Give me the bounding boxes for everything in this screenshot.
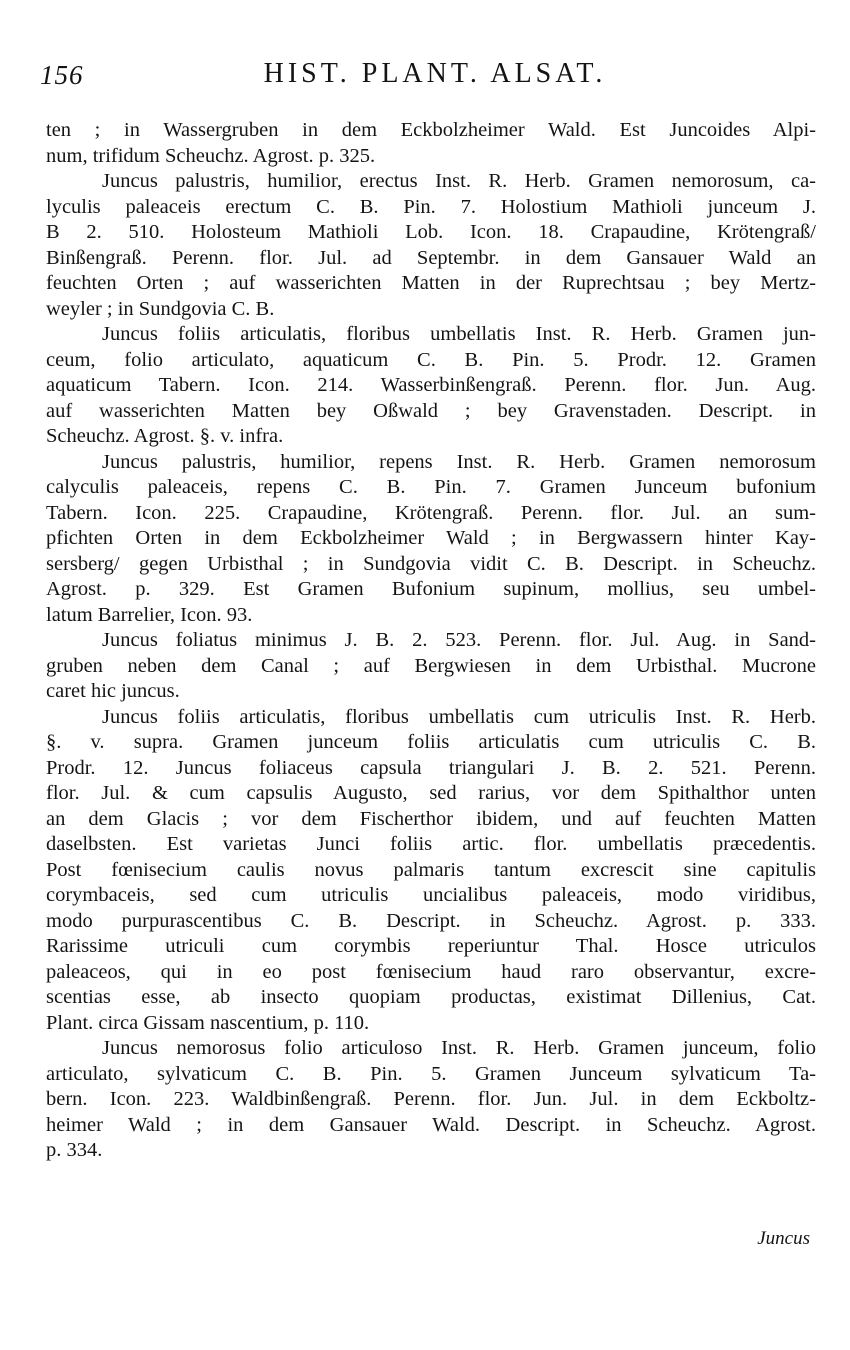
body-text — [46, 118, 816, 1164]
text-line — [46, 730, 816, 756]
text-line — [46, 654, 816, 680]
text-line — [46, 628, 816, 654]
text-line — [46, 603, 816, 629]
text-line-content: feuchten Orten ; auf wasserichten Matten in der Ruprechtsau ; bey Mertz- — [46, 272, 816, 294]
text-line-content: Binßengraß. Perenn. flor. Jul. ad Septembr. in dem Gansauer Wald an — [46, 246, 816, 269]
text-line-content: Tabern. Icon. 225. Crapaudine, Krötengraß. Perenn. flor. Jul. an sum- — [46, 501, 816, 524]
text-line-content: bern. Icon. 223. Waldbinßengraß. Perenn. flor. Jun. Jul. in dem Eckboltz- — [46, 1088, 816, 1110]
text-line-content: Agrost. p. 329. Est Gramen Bufonium supinum, mollius, seu umbel- — [46, 578, 816, 600]
text-line — [46, 960, 816, 986]
text-line — [46, 1062, 816, 1088]
text-line — [46, 552, 816, 578]
text-line — [46, 858, 816, 884]
text-line — [46, 399, 816, 425]
text-line-content: auf wasserichten Matten bey Oßwald ; bey Gravenstaden. Descript. in — [46, 399, 816, 422]
text-line-content: modo purpurascentibus C. B. Descript. in Scheuchz. Agrost. p. 333. — [46, 909, 816, 932]
text-line-content: pfichten Orten in dem Eckbolzheimer Wald ; in Bergwassern hinter Kay- — [46, 527, 816, 549]
text-line-content: Plant. circa Gissam nascentium, p. 110. — [46, 1011, 370, 1034]
text-line — [46, 169, 816, 195]
text-line — [46, 1011, 816, 1037]
text-line-content: gruben neben dem Canal ; auf Bergwiesen in dem Urbisthal. Mucrone — [46, 654, 816, 677]
page-header — [0, 58, 850, 98]
text-line-content: Juncus foliis articulatis, floribus umbellatis Inst. R. Herb. Gramen jun- — [102, 323, 816, 345]
text-line — [46, 1087, 816, 1113]
text-line-content: caret hic juncus. — [46, 680, 180, 702]
text-line — [46, 246, 816, 272]
text-line-content: B 2. 510. Holosteum Mathioli Lob. Icon. 18. Crapaudine, Krötengraß/ — [46, 221, 816, 243]
text-line-content: Prodr. 12. Juncus foliaceus capsula triangulari J. B. 2. 521. Perenn. — [46, 756, 816, 779]
text-line-content: num, trifidum Scheuchz. Agrost. p. 325. — [46, 144, 376, 167]
page-number: 156 — [40, 60, 84, 90]
text-line-content: latum Barrelier, Icon. 93. — [46, 603, 253, 626]
text-line-content: Scheuchz. Agrost. §. v. infra. — [46, 425, 284, 447]
text-line-content: an dem Glacis ; vor dem Fischerthor ibidem, und auf feuchten Matten — [46, 807, 816, 830]
text-line-content: sersberg/ gegen Urbisthal ; in Sundgovia vidit C. B. Descript. in Scheuchz. — [46, 552, 816, 575]
text-line-content: Post fœnisecium caulis novus palmaris tantum excrescit sine capitulis — [46, 858, 816, 881]
text-line-content: daselbsten. Est varietas Junci foliis artic. flor. umbellatis præcedentis. — [46, 833, 816, 855]
text-line — [46, 1113, 816, 1139]
text-line-content: Juncus foliatus minimus J. B. 2. 523. Perenn. flor. Jul. Aug. in Sand- — [102, 629, 816, 651]
text-line — [46, 220, 816, 246]
text-line-content: lyculis paleaceis erectum C. B. Pin. 7. Holostium Mathioli junceum J. — [46, 195, 816, 218]
text-line-content: weyler ; in Sundgovia C. B. — [46, 297, 275, 320]
text-line — [46, 475, 816, 501]
text-line — [46, 501, 816, 527]
text-line — [46, 934, 816, 960]
text-line-content: Rarissime utriculi cum corymbis reperiuntur Thal. Hosce utriculos — [46, 935, 816, 957]
text-line — [46, 985, 816, 1011]
text-line — [46, 322, 816, 348]
text-line — [46, 1138, 816, 1164]
text-line — [46, 679, 816, 705]
text-line — [46, 832, 816, 858]
text-line-content: heimer Wald ; in dem Gansauer Wald. Descript. in Scheuchz. Agrost. — [46, 1113, 816, 1136]
text-line — [46, 373, 816, 399]
text-line-content: corymbaceis, sed cum utriculis uncialibus paleaceis, modo viridibus, — [46, 884, 816, 906]
text-line — [46, 909, 816, 935]
text-line — [46, 883, 816, 909]
running-head: HIST. PLANT. ALSAT. — [263, 58, 607, 89]
text-line — [46, 424, 816, 450]
text-line-content: Juncus nemorosus folio articuloso Inst. R. Herb. Gramen junceum, folio — [102, 1037, 816, 1059]
text-line — [46, 781, 816, 807]
text-line — [46, 526, 816, 552]
text-line — [46, 705, 816, 731]
text-line — [46, 348, 816, 374]
text-line-content: aquaticum Tabern. Icon. 214. Wasserbinßengraß. Perenn. flor. Jun. Aug. — [46, 374, 816, 396]
text-line — [46, 195, 816, 221]
text-line-content: p. 334. — [46, 1139, 103, 1161]
text-line-content: Juncus palustris, humilior, erectus Inst. R. Herb. Gramen nemorosum, ca- — [102, 170, 816, 192]
text-line — [46, 807, 816, 833]
text-line-content: Juncus palustris, humilior, repens Inst. R. Herb. Gramen nemorosum — [102, 450, 816, 473]
text-line — [46, 1036, 816, 1062]
text-line — [46, 118, 816, 144]
text-line — [46, 297, 816, 323]
text-line — [46, 450, 816, 476]
text-line-content: calyculis paleaceis, repens C. B. Pin. 7. Gramen Junceum bufonium — [46, 476, 816, 498]
text-line-content: §. v. supra. Gramen junceum foliis articulatis cum utriculis C. B. — [46, 731, 816, 753]
text-line — [46, 271, 816, 297]
text-line-content: ceum, folio articulato, aquaticum C. B. Pin. 5. Prodr. 12. Gramen — [46, 348, 816, 371]
text-line-content: Juncus foliis articulatis, floribus umbellatis cum utriculis Inst. R. Herb. — [102, 705, 816, 728]
text-line-content: articulato, sylvaticum C. B. Pin. 5. Gramen Junceum sylvaticum Ta- — [46, 1062, 816, 1085]
text-line-content: scentias esse, ab insecto quopiam productas, existimat Dillenius, Cat. — [46, 986, 816, 1008]
text-line-content: paleaceos, qui in eo post fœnisecium haud raro observantur, excre- — [46, 960, 816, 983]
text-line — [46, 144, 816, 170]
catchword: Juncus — [757, 1228, 810, 1249]
text-line-content: ten ; in Wassergruben in dem Eckbolzheimer Wald. Est Juncoides Alpi- — [46, 119, 816, 141]
text-line-content: flor. Jul. & cum capsulis Augusto, sed rarius, vor dem Spithalthor unten — [46, 782, 816, 804]
text-line — [46, 756, 816, 782]
text-line — [46, 577, 816, 603]
